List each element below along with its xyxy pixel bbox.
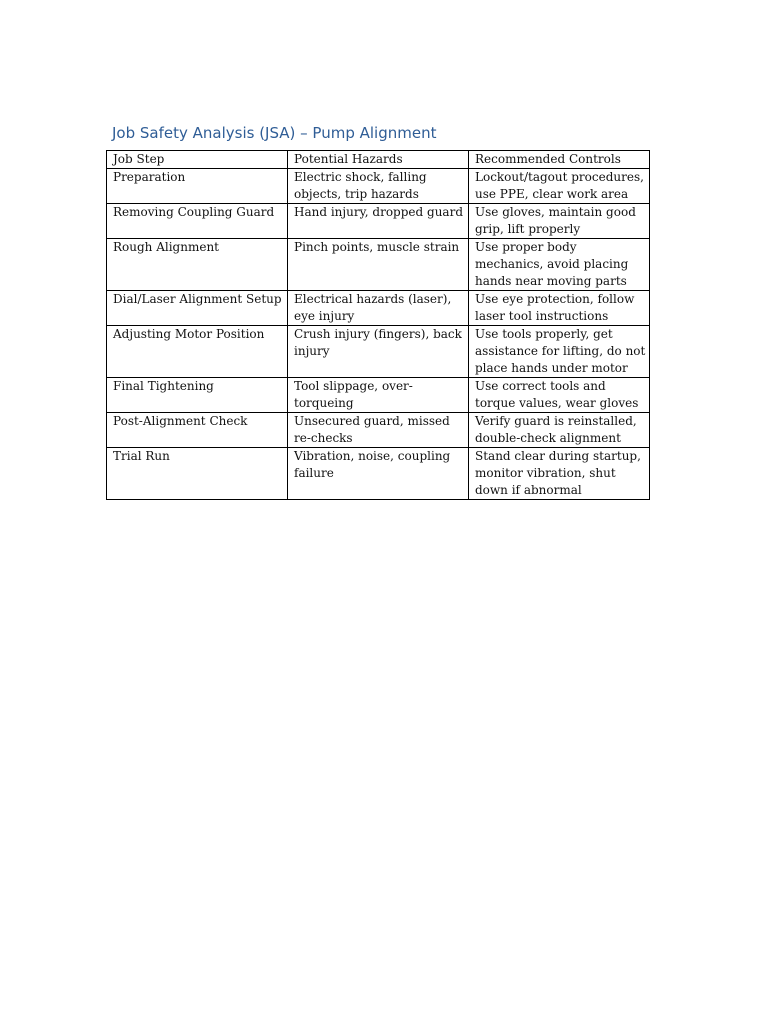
table-row [107, 448, 650, 500]
cell-recommended-controls: Lockout/tagout procedures, use PPE, clear work area [469, 169, 650, 204]
table-row [107, 169, 650, 204]
cell-job-step: Post-Alignment Check [107, 413, 288, 448]
cell-job-step: Final Tightening [107, 378, 288, 413]
header-potential-hazards: Potential Hazards [288, 151, 469, 169]
header-recommended-controls: Recommended Controls [469, 151, 650, 169]
cell-job-step: Adjusting Motor Position [107, 326, 288, 378]
table-row [107, 239, 650, 291]
cell-potential-hazards: Unsecured guard, missed re-checks [288, 413, 469, 448]
cell-job-step: Trial Run [107, 448, 288, 500]
cell-recommended-controls: Use correct tools and torque values, wear gloves [469, 378, 650, 413]
cell-job-step: Removing Coupling Guard [107, 204, 288, 239]
cell-recommended-controls: Stand clear during startup, monitor vibration, shut down if abnormal [469, 448, 650, 500]
table-row [107, 204, 650, 239]
table-row [107, 326, 650, 378]
table-row [107, 413, 650, 448]
cell-job-step: Dial/Laser Alignment Setup [107, 291, 288, 326]
table-row [107, 291, 650, 326]
cell-potential-hazards: Pinch points, muscle strain [288, 239, 469, 291]
header-job-step: Job Step [107, 151, 288, 169]
jsa-table [106, 150, 650, 500]
cell-job-step: Preparation [107, 169, 288, 204]
cell-potential-hazards: Hand injury, dropped guard [288, 204, 469, 239]
cell-potential-hazards: Electric shock, falling objects, trip hazards [288, 169, 469, 204]
cell-recommended-controls: Use proper body mechanics, avoid placing hands near moving parts [469, 239, 650, 291]
cell-potential-hazards: Vibration, noise, coupling failure [288, 448, 469, 500]
cell-job-step: Rough Alignment [107, 239, 288, 291]
table-row [107, 378, 650, 413]
cell-recommended-controls: Use eye protection, follow laser tool instructions [469, 291, 650, 326]
cell-recommended-controls: Use gloves, maintain good grip, lift properly [469, 204, 650, 239]
cell-potential-hazards: Crush injury (fingers), back injury [288, 326, 469, 378]
cell-potential-hazards: Tool slippage, over-torqueing [288, 378, 469, 413]
document-title: Job Safety Analysis (JSA) – Pump Alignment [112, 124, 437, 142]
cell-recommended-controls: Verify guard is reinstalled, double-check alignment [469, 413, 650, 448]
cell-potential-hazards: Electrical hazards (laser), eye injury [288, 291, 469, 326]
cell-recommended-controls: Use tools properly, get assistance for lifting, do not place hands under motor [469, 326, 650, 378]
table-header-row [107, 151, 650, 169]
